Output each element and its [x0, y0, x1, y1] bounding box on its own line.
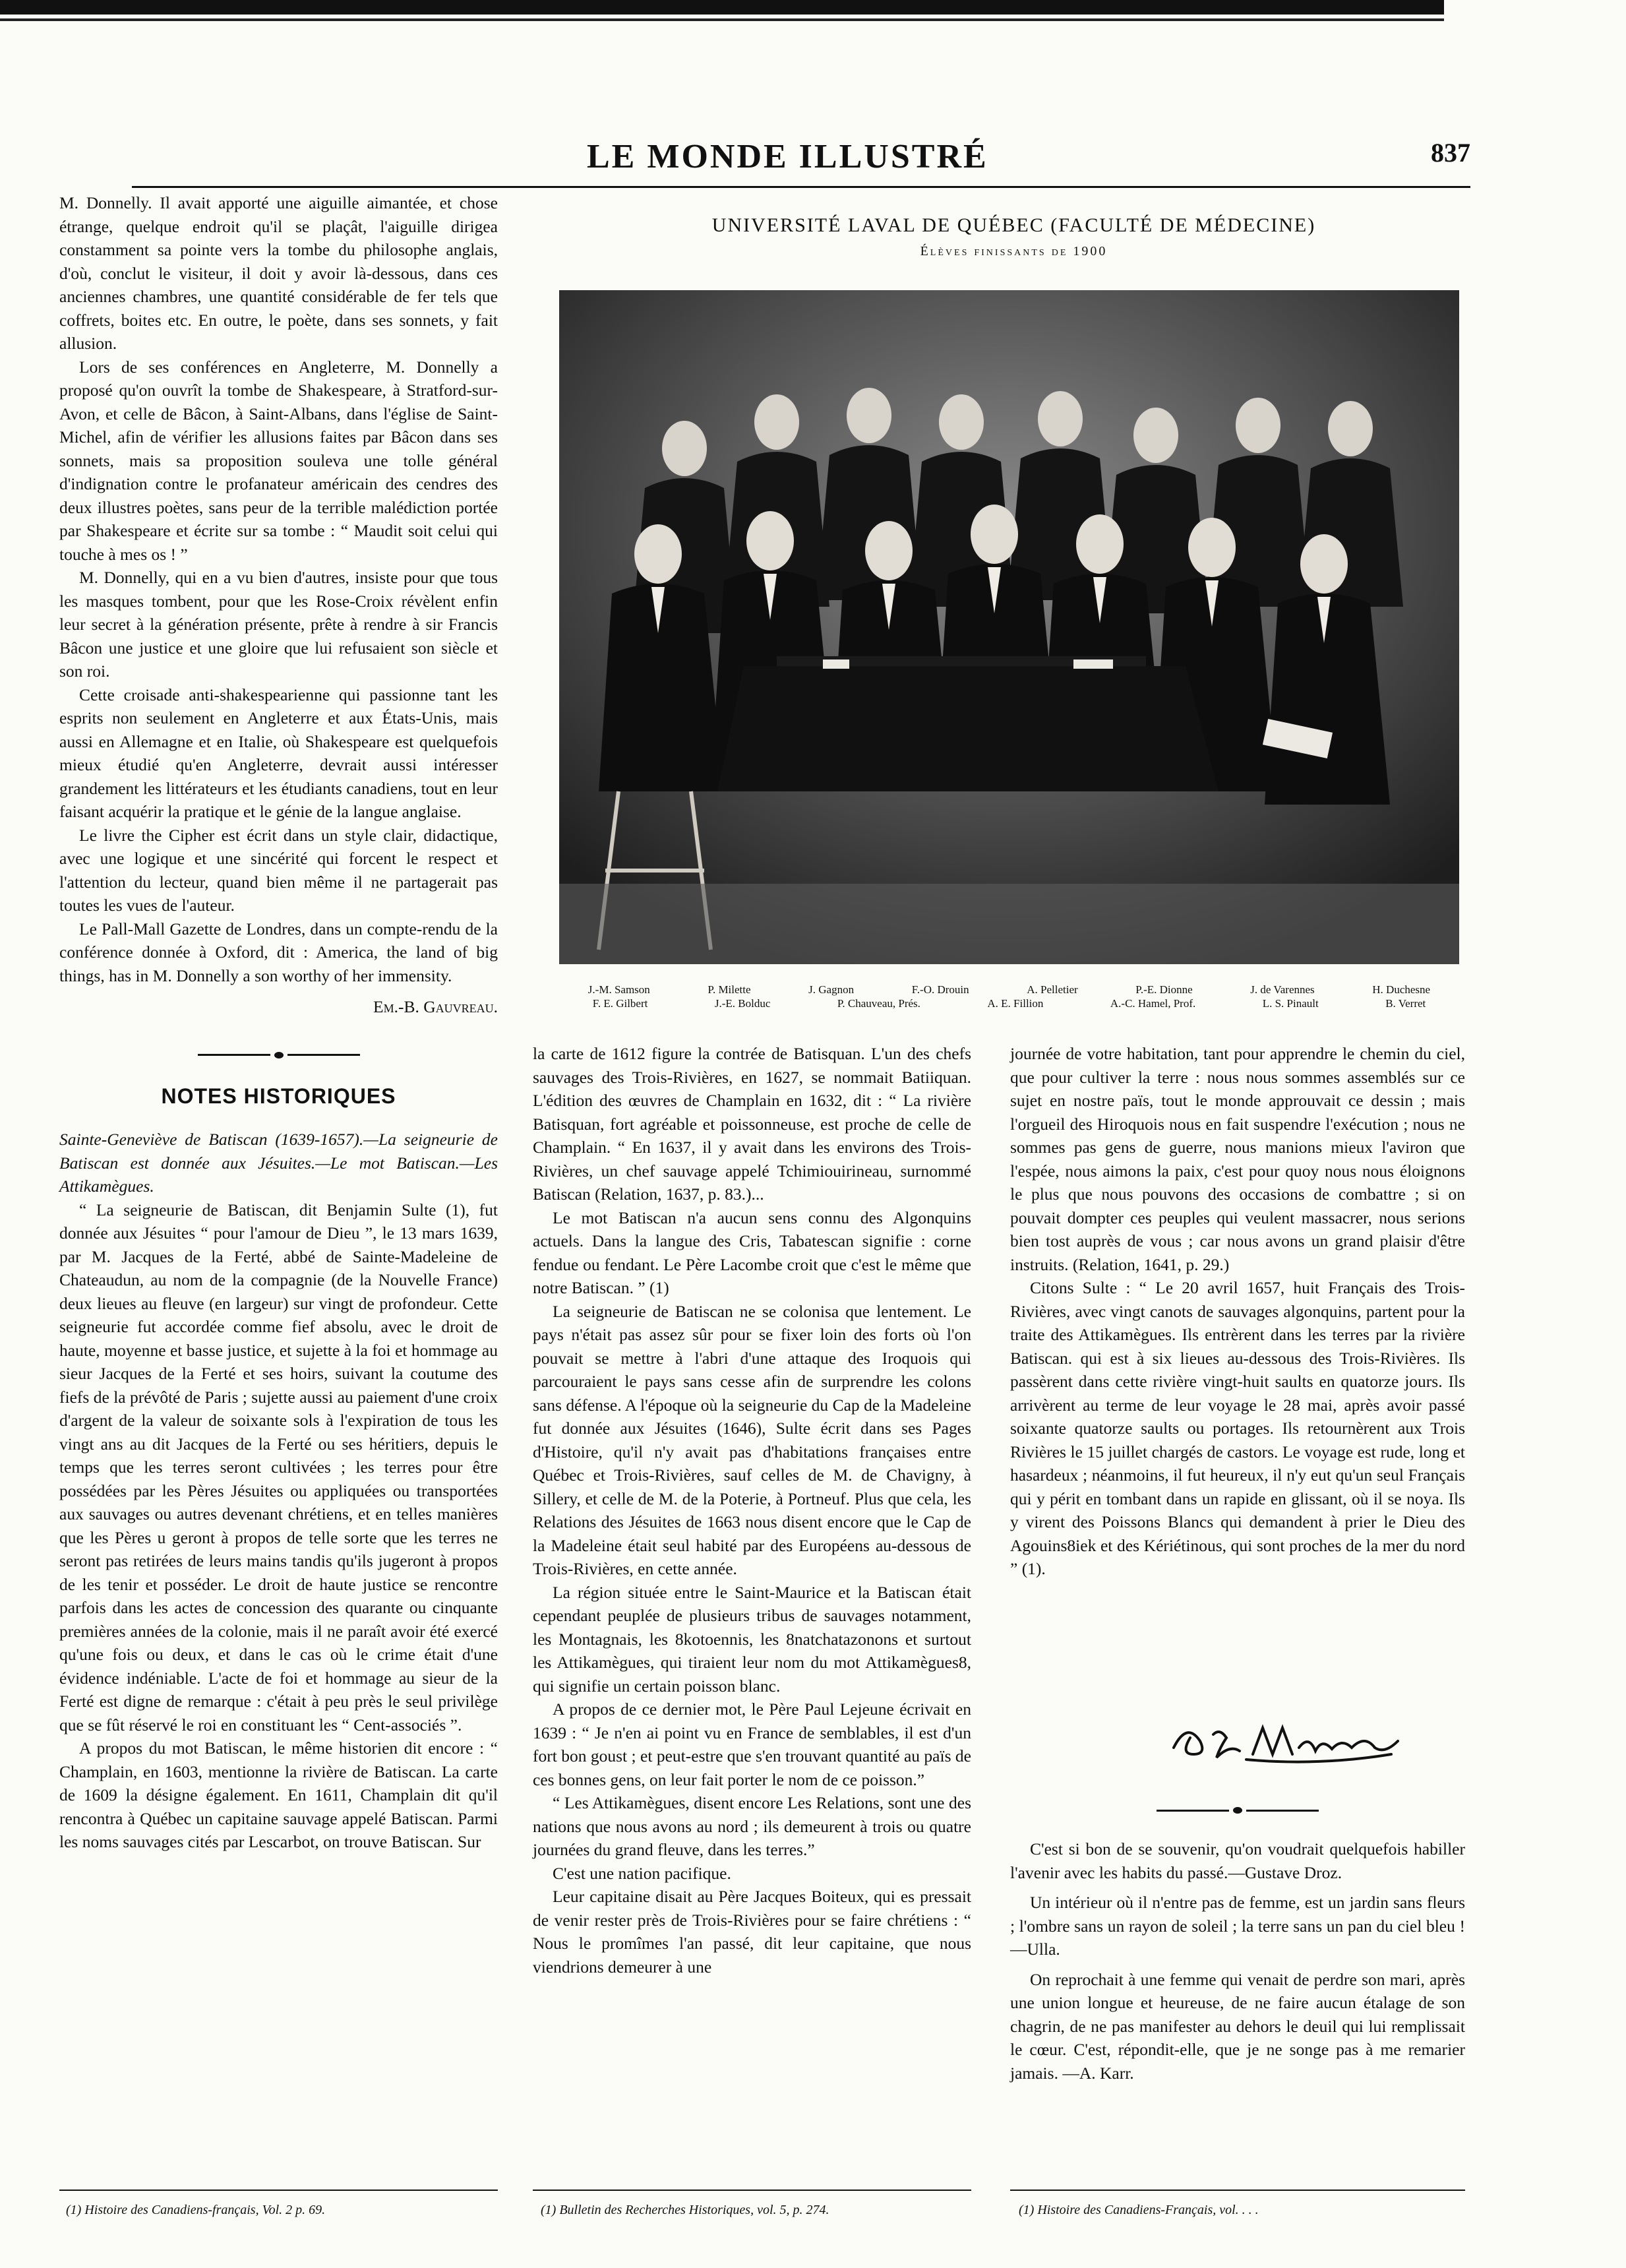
footnote-right: (1) Histoire des Canadiens-Français, vol. . . . [1019, 2203, 1259, 2217]
caption-name: P. Milette [708, 983, 751, 996]
photo-subtitle: Élèves finissants de 1900 [920, 244, 1108, 259]
section-title: NOTES HISTORIQUES [161, 1084, 396, 1108]
maxims-block [1010, 1807, 1465, 2085]
paragraph: M. Donnelly. Il avait apporté une aiguille aimantée, et chose étrange, quelque endroit qu'il se plaçât, l'aiguille dirigea constamment sa pointe vers la tombe du philosophe anglais, d'où, conclut le visiteur, il doit y avoir là-dessous, dans ces anciennes chambres, une quantité considérable de fer tels que coffrets, boites etc. En outre, le poète, dans ses sonnets, y fait allusion. [59, 193, 498, 353]
masthead [132, 137, 1470, 183]
caption-row-2 [559, 996, 1459, 1010]
section-divider [59, 1052, 498, 1058]
caption-name: J. Gagnon [808, 983, 855, 996]
signature-icon [1167, 1708, 1404, 1767]
paragraph: la carte de 1612 figure la contrée de Batisquan. L'un des chefs sauvages des Trois-Rivières, en 1627, se nommait Batiiquan. L'édition des œuvres de Champlain en 1632, dit : “ La rivière Batisquan, fort agréable et poissonneuse, est proche de celle de Champlain. “ En 1637, il y avait dans les environs des Trois-Rivières, un chef sauvage appelé Tchimiouirineau, surnommé Batiscan (Relation, 1637, p. 83.)... [533, 1044, 971, 1204]
paragraph: “ La seigneurie de Batiscan, dit Benjamin Sulte (1), fut donnée aux Jésuites “ pour l'amour de Dieu ”, le 13 mars 1639, par M. Jacques de la Ferté, abbé de Sainte-Madeleine de Chateaudun, au nom de la compagnie (de la Nouvelle France) deux lieues au fleuve (en largeur) sur vingt de profondeur. Cette seigneurie fut accordée comme fief absolu, avec le droit de haute, moyenne et basse justice, et sujette à la foi et hommage au sieur Jacques de la Ferté et ses hoirs, suivant la coutume des fiefs de la prévôté de Paris ; sujette aussi au paiement d'une croix d'argent de la valeur de soixante sols à l'expiration de tous les vingt ans au dit Jacques de la Ferté ou ses héritiers, depuis le temps que les terres seront cultivées ; les terres pour être possédées par les Pères Jésuites ou appliquées ou transportées aux sauvages ou autres devenant chrétiens, et en telles manières que les Pères u geront à propos de telle sorte que les terres ne seront pas retirées de leurs mains tandis qu'ils jugeront à propos de les tenir et posséder. Le droit de haute justice se rencontre parfois dans les actes de concession des quarante ou cinquante premières années de la colonie, mais il ne paraît avoir été exercé qu'une fois ou deux, et dans le cas où le crime était d'une évidence indéniable. L'acte de foi et hommage au sieur de la Ferté est digne de remarque : c'était à peu près le seul privilège que se fût réservé le roi en constituant les “ Cent-associés ”. [59, 1200, 498, 1734]
footnote-rule [1010, 2190, 1465, 2191]
section-lead: Sainte-Geneviève de Batiscan (1639-1657).—La seigneurie de Batiscan est donnée aux Jésuites.—Le mot Batiscan.—Les Attikamègues. [59, 1130, 498, 1196]
caption-name: J. de Varennes [1250, 983, 1315, 996]
newspaper-title: LE MONDE ILLUSTRÉ [587, 138, 988, 175]
column-middle [533, 1042, 971, 1978]
column-right [1010, 1042, 1465, 1581]
footnote-middle: (1) Bulletin des Recherches Historiques, vol. 5, p. 274. [541, 2203, 829, 2217]
group-photograph [559, 290, 1459, 964]
paragraph: “ Les Attikamègues, disent encore Les Relations, sont une des nations que nous avons au nord ; ils demeurent à trois ou quatre journées du grand fleuve, dans les terres.” [533, 1793, 971, 1859]
paragraph: La seigneurie de Batiscan ne se colonisa que lentement. Le pays n'était pas assez sûr pour se fixer loin des forts où l'on pouvait se mettre à l'abri d'une attaque des Iroquois qui parcouraient le pays sans cesse afin de surprendre les colons sans défense. A l'époque où la seigneurie du Cap de la Madeleine fut donnée aux Jésuites (1646), Sulte écrit dans ses Pages d'Histoire, qu'il n'y avait pas d'habitations françaises entre Québec et Trois-Rivières, sauf celles de M. de Chavigny, à Sillery, et celle de M. de la Poterie, à Portneuf. Plus que cela, les Relations des Jésuites de 1663 nous disent encore que le Cap de la Madeleine était seul habité par des Européens au-dessous de Trois-Rivières, en cette année. [533, 1301, 971, 1578]
masthead-rule [132, 186, 1470, 188]
paragraph: C'est une nation pacifique. [553, 1863, 731, 1883]
paragraph: La région située entre le Saint-Maurice et la Batiscan était cependant peuplée de plusieurs tribus de sauvages notamment, les Montagnais, les 8kotoennis, les 8natchatazonons et surtout les Attikamègues, qui tiraient leur nom du mot Attikamègues8, qui signifie un certain poisson blanc. [533, 1582, 971, 1696]
paragraph: journée de votre habitation, tant pour apprendre le chemin du ciel, que pour cultiver la terre : nous nous sommes assemblés sur ce sujet en nostre païs, tout le monde approuvait ce dessin ; mais l'orgueil des Hiroquois nous en fait suspendre l'exécution ; nous ne sommes pas gens de guerre, nous manions mieux l'aviron que l'espée, nous aimons la paix, c'est pour quoy nous nous éloignons le plus que nous pouvons des occasions de combattre ; si on pouvait dompter ces peuples qui veulent massacrer, nous serions bien tost auprès de vous ; car nous avons un grand plaisir d'être instruits. (Relation, 1641, p. 29.) [1010, 1044, 1465, 1274]
paragraph: Le Pall-Mall Gazette de Londres, dans un compte-rendu de la conférence donnée à Oxford, dit : America, the land of big things, has in M. Donnelly a son worthy of her immensity. [59, 919, 498, 985]
section-divider [1010, 1807, 1465, 1814]
caption-name: F. E. Gilbert [592, 997, 648, 1010]
handwritten-signature [1167, 1708, 1404, 1767]
top-border-thin [0, 18, 1444, 21]
paragraph: M. Donnelly, qui en a vu bien d'autres, insiste pour que tous les masques tombent, pour que les Rose-Croix révèlent enfin leur secret à la génération présente, prête à rendre à sir Francis Bâcon une justice et une gloire que lui refusaient son siècle et son roi. [59, 568, 498, 681]
paragraph: Leur capitaine disait au Père Jacques Boiteux, qui es pressait de venir rester près de Trois-Rivières pour se faire chrétiens : “ Nous le promîmes l'an passé, dit leur capitaine, que nous viendrions demeurer à une [533, 1887, 971, 1977]
photo-image-icon [559, 290, 1459, 964]
caption-name: F.-O. Drouin [911, 983, 969, 996]
photo-caption [559, 983, 1459, 1010]
footnote-rule [59, 2190, 498, 2191]
paragraph: Le mot Batiscan n'a aucun sens connu des Algonquins actuels. Dans la langue des Cris, Tabatescan signifie : corne fendue ou fendant. Le Père Lacombe croit que c'est le même que notre Batiscan. ” (1) [533, 1208, 971, 1297]
caption-name: A.-C. Hamel, Prof. [1110, 997, 1196, 1010]
caption-name: A. E. Fillion [987, 997, 1044, 1010]
caption-name: L. S. Pinault [1262, 997, 1319, 1010]
caption-row-1 [559, 983, 1459, 996]
caption-name: J.-E. Bolduc [714, 997, 771, 1010]
paragraph: Cette croisade anti-shakespearienne qui passionne tant les esprits non seulement en Angleterre et aux États-Unis, mais aussi en Allemagne et en Italie, où Shakespeare est quelquefois mieux étudié qu'en Angleterre, devrait aussi intéresser grandement les littérateurs et les étudiants canadiens, tout en leur faisant acquérir la pratique et le génie de la langue anglaise. [59, 685, 498, 821]
column-left [59, 191, 498, 1854]
page-number: 837 [1431, 138, 1470, 168]
footnote-rule [533, 2190, 971, 2191]
caption-name: B. Verret [1385, 997, 1426, 1010]
paragraph: Le livre the Cipher est écrit dans un style clair, didactique, avec une logique et une sincérité qui forcent le respect et l'attention du lecteur, quand bien même il ne partagerait pas toutes les vues de l'auteur. [59, 825, 498, 915]
caption-name: P. Chauveau, Prés. [837, 997, 920, 1010]
caption-name: A. Pelletier [1027, 983, 1078, 996]
caption-name: H. Duchesne [1372, 983, 1431, 996]
photo-title: UNIVERSITÉ LAVAL DE QUÉBEC (FACULTÉ DE MÉDECINE) [711, 214, 1316, 236]
paragraph: A propos de ce dernier mot, le Père Paul Lejeune écrivait en 1639 : “ Je n'en ai point vu en France de semblables, il est d'un fort bon goust ; et peut-estre que s'en trouvant quantité au païs de ces bonnes gens, on leur fait porter le nom de ce poisson.” [533, 1700, 971, 1789]
maxim: C'est si bon de se souvenir, qu'on voudrait quelquefois habiller l'avenir avec les habits du passé.—Gustave Droz. [1010, 1839, 1465, 1882]
paragraph: Lors de ses conférences en Angleterre, M. Donnelly a proposé qu'on ouvrît la tombe de Shakespeare, à Stratford-sur-Avon, et celle de Bâcon, à Saint-Albans, dans l'église de Saint-Michel, afin de vérifier les allusions faites par Bâcon dans ses sonnets, mais sa proposition souleva une tolle général d'indignation contre le profanateur américain des cendres des deux illustres poètes, sans peur de la terrible malédiction portée par Shakespeare et écrite sur sa tombe : “ Maudit soit celui qui touche à mes os ! ” [59, 357, 498, 564]
maxim: Un intérieur où il n'entre pas de femme, est un jardin sans fleurs ; l'ombre sans un rayon de soleil ; la terre sans un pan du ciel bleu !—Ulla. [1010, 1893, 1465, 1959]
paragraph: A propos du mot Batiscan, le même historien dit encore : “ Champlain, en 1603, mentionne la rivière de Batiscan. La carte de 1609 la désigne également. En 1611, Champlain dit qu'il rencontra à Québec un capitaine sauvage appelé Batiscan. Parmi les noms sauvages cités par Lescarbot, on trouve Batiscan. Sur [59, 1738, 498, 1851]
author-signature: Em.-B. Gauvreau. [373, 997, 498, 1016]
top-border [0, 0, 1444, 15]
paragraph: Citons Sulte : “ Le 20 avril 1657, huit Français des Trois-Rivières, avec vingt canots de sauvages algonquins, partent pour la traite des Attikamègues. Ils entrèrent dans les terres par la rivière Batiscan. qui est à six lieues au-dessous des Trois-Rivières. Ils passèrent dans cette rivière vingt-huit saults en quatorze jours. Ils arrivèrent au terme de leur voyage le 28 mai, après avoir passé soixante quatorze saults ou portages. Ils retournèrent aux Trois Rivières le 15 juillet chargés de castors. Le voyage est rude, long et hasardeux ; néanmoins, il fut heureux, il n'y eut qu'un seul Français qui y périt en tombant dans un rapide en glissant, où il se noya. Ils y virent des Poissons Blancs qui demandent à prier le Dieu des Agouins8iek et des Kériétinous, qui sont proches de la mer du nord ” (1). [1010, 1278, 1465, 1578]
footnote-left: (1) Histoire des Canadiens-français, Vol. 2 p. 69. [66, 2203, 326, 2217]
caption-name: J.-M. Samson [587, 983, 650, 996]
caption-name: P.-E. Dionne [1135, 983, 1193, 996]
maxim: On reprochait à une femme qui venait de perdre son mari, après une union longue et heureuse, de ne faire aucun étalage de son chagrin, de ne pas manifester au dehors le deuil qui lui remplissait le cœur. C'est, répondit-elle, que je ne songe pas à me remarier jamais. —A. Karr. [1010, 1969, 1465, 2083]
